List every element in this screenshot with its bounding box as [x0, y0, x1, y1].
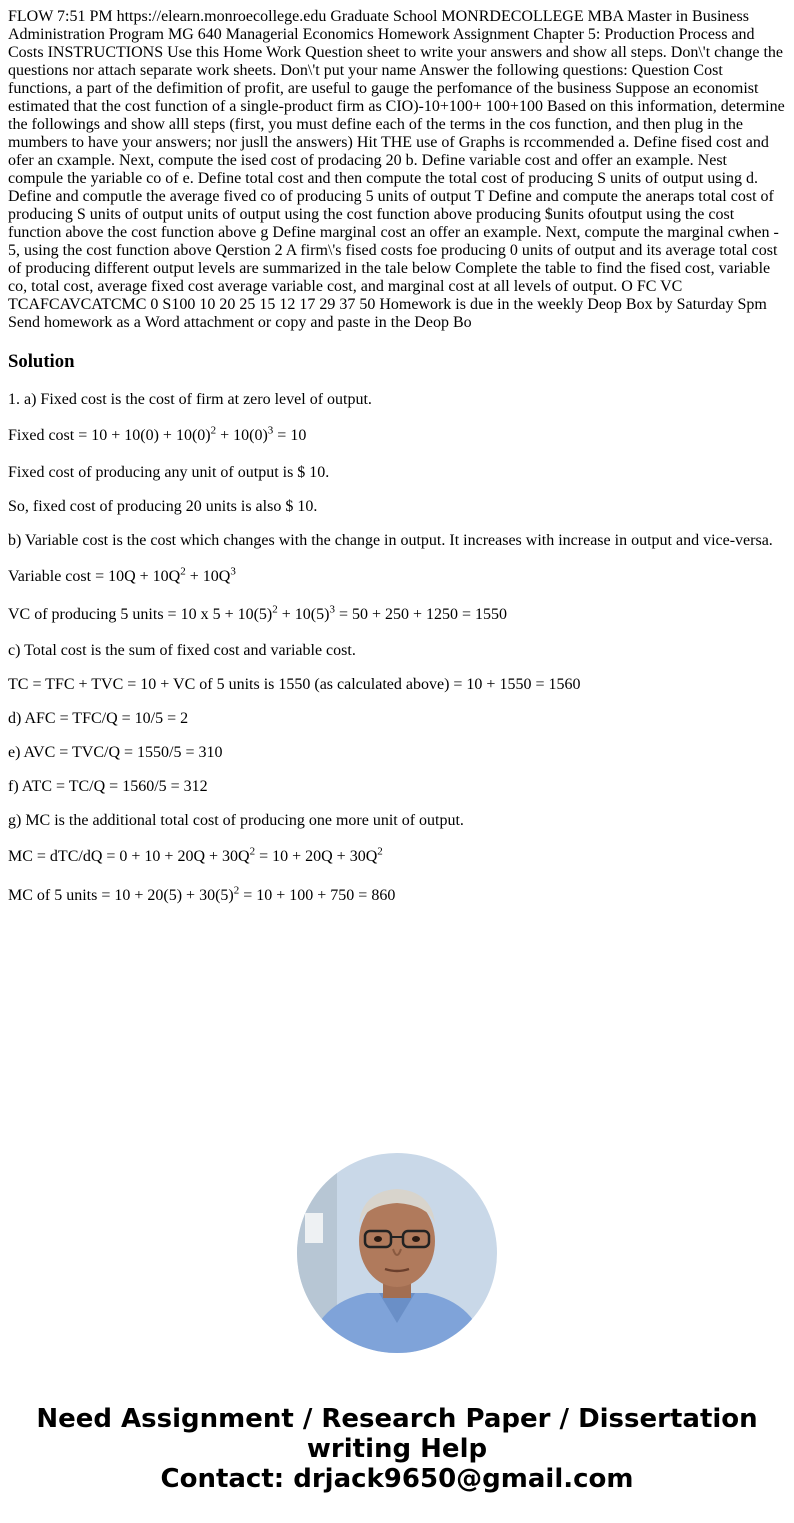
variable-cost-calculation: VC of producing 5 units = 10 x $5 + 10(5)^2 + 10(5)^3 = 50 + 250 + 1250 = 1550$	[8, 603, 508, 623]
marginal-cost-calculation: MC of 5 units = $10 + 20(5) + 30(5)^2 = 10 + 100 + 750 = 860$	[8, 884, 396, 904]
contact-banner	[0, 1404, 794, 1494]
cta-line-2: writing Help	[306, 1434, 488, 1464]
afc-calculation: d) AFC = TFC/Q = 10/5 = 2	[8, 710, 189, 727]
fixed-cost-calculation: Fixed $\cos t = 10 + 10(0) + 10(0)^2 + 10(0)^3 = 10$	[8, 424, 307, 444]
author-portrait-icon	[297, 1153, 497, 1353]
cta-line-1: Need Assignment / Research Paper / Dissertation	[36, 1404, 758, 1434]
cta-contact-email: Contact: drjack9650@gmail.com	[160, 1464, 634, 1494]
total-cost-definition: c) Total cost is the sum of fixed cost and variable cost.	[8, 642, 356, 659]
question-text: FLOW 7:51 PM https://elearn.monroecollege.edu Graduate School MONRDECOLLEGE MBA Master in Business Administration Program MG 640 Managerial Economics Homework Assignment Chapter 5: Production Process and Costs INSTRUCTIONS Use this Home Work Question sheet to write your answers and show all steps. Don\'t change the questions nor attach separate work sheets. Don\'t put your name Answer the following questions: Question Cost functions, a part of the defimition of profit, are useful to gauge the perfomance of the business Suppose an economist estimated that the cost function of a single-product firm as CIO)-10+100+ 100+100 Based on this information, determine the followings and show alll steps (first, you must define each of the terms in the cos function, and then plug in the mumbers to have your answers; nor jusll the answers) Hit THE use of Graphs is rccommended a. Define fised cost and ofer an cxample. Next, compute the ised cost of prodacing 20 b. Define variable cost and offer an example. Nest compule the yariable co of e. Define total cost and then compute the total cost of producing S units of output using d. Define and computle the average fived co of producing 5 units of output T Define and compute the aneraps total cost of producing S units of output units of output using the cost function above producing $units ofoutput using the cost function above the cost function above g Define marginal cost an offer an example. Next, compute the marginal cwhen - 5, using the cost function above Qerstion 2 A firm\'s fised costs foe producing 0 units of output and its average total cost of producing different output levels are summarized in the tale below Complete the table to find the fised cost, variable co, total cost, average fixed cost average variable cost, and marginal cost at all levels of output. O FC VC TCAFCAVCATCMC 0 S100 10 20 25 15 12 17 29 37 50 Homework is due in the weekly Deop Box by Saturday Spm Send homework as a Word attachment or copy and paste in the Deop Bo	[8, 8, 785, 331]
variable-cost-formula: Variable $\cos t = 10Q + 10Q^2 + 10Q^3$	[8, 565, 236, 585]
avatar-eye-right	[412, 1236, 420, 1242]
marginal-cost-definition: g) MC is the additional total cost of producing one more unit of output.	[8, 812, 464, 829]
total-cost-calculation: TC = TFC + TVC = 10 + VC of 5 units is 1550 (as calculated above) = 10 + 1550 = 1560	[8, 676, 581, 693]
atc-calculation: f) ATC = TC/Q = 1560/5 = 312	[8, 778, 208, 795]
solution-heading: Solution	[8, 351, 75, 372]
avc-calculation: e) AVC = TVC/Q = 1550/5 = 310	[8, 744, 223, 761]
variable-cost-definition: b) Variable cost is the cost which changes with the change in output. It increases with increase in output and vice-versa.	[8, 532, 773, 549]
marginal-cost-formula: MC = $dTC/dQ = 0 + 10 + 20Q + 30Q^2 = 10 + 20Q + 30Q^2$	[8, 845, 383, 865]
avatar-eye-left	[374, 1236, 382, 1242]
fixed-cost-note: Fixed cost of producing any unit of output is $ 10.	[8, 464, 330, 481]
avatar-wall-switch	[305, 1213, 323, 1243]
fixed-cost-20-units: So, fixed cost of producing 20 units is also $ 10.	[8, 498, 318, 515]
author-avatar	[297, 1153, 497, 1353]
fixed-cost-definition: 1. a) Fixed cost is the cost of firm at zero level of output.	[8, 391, 372, 408]
